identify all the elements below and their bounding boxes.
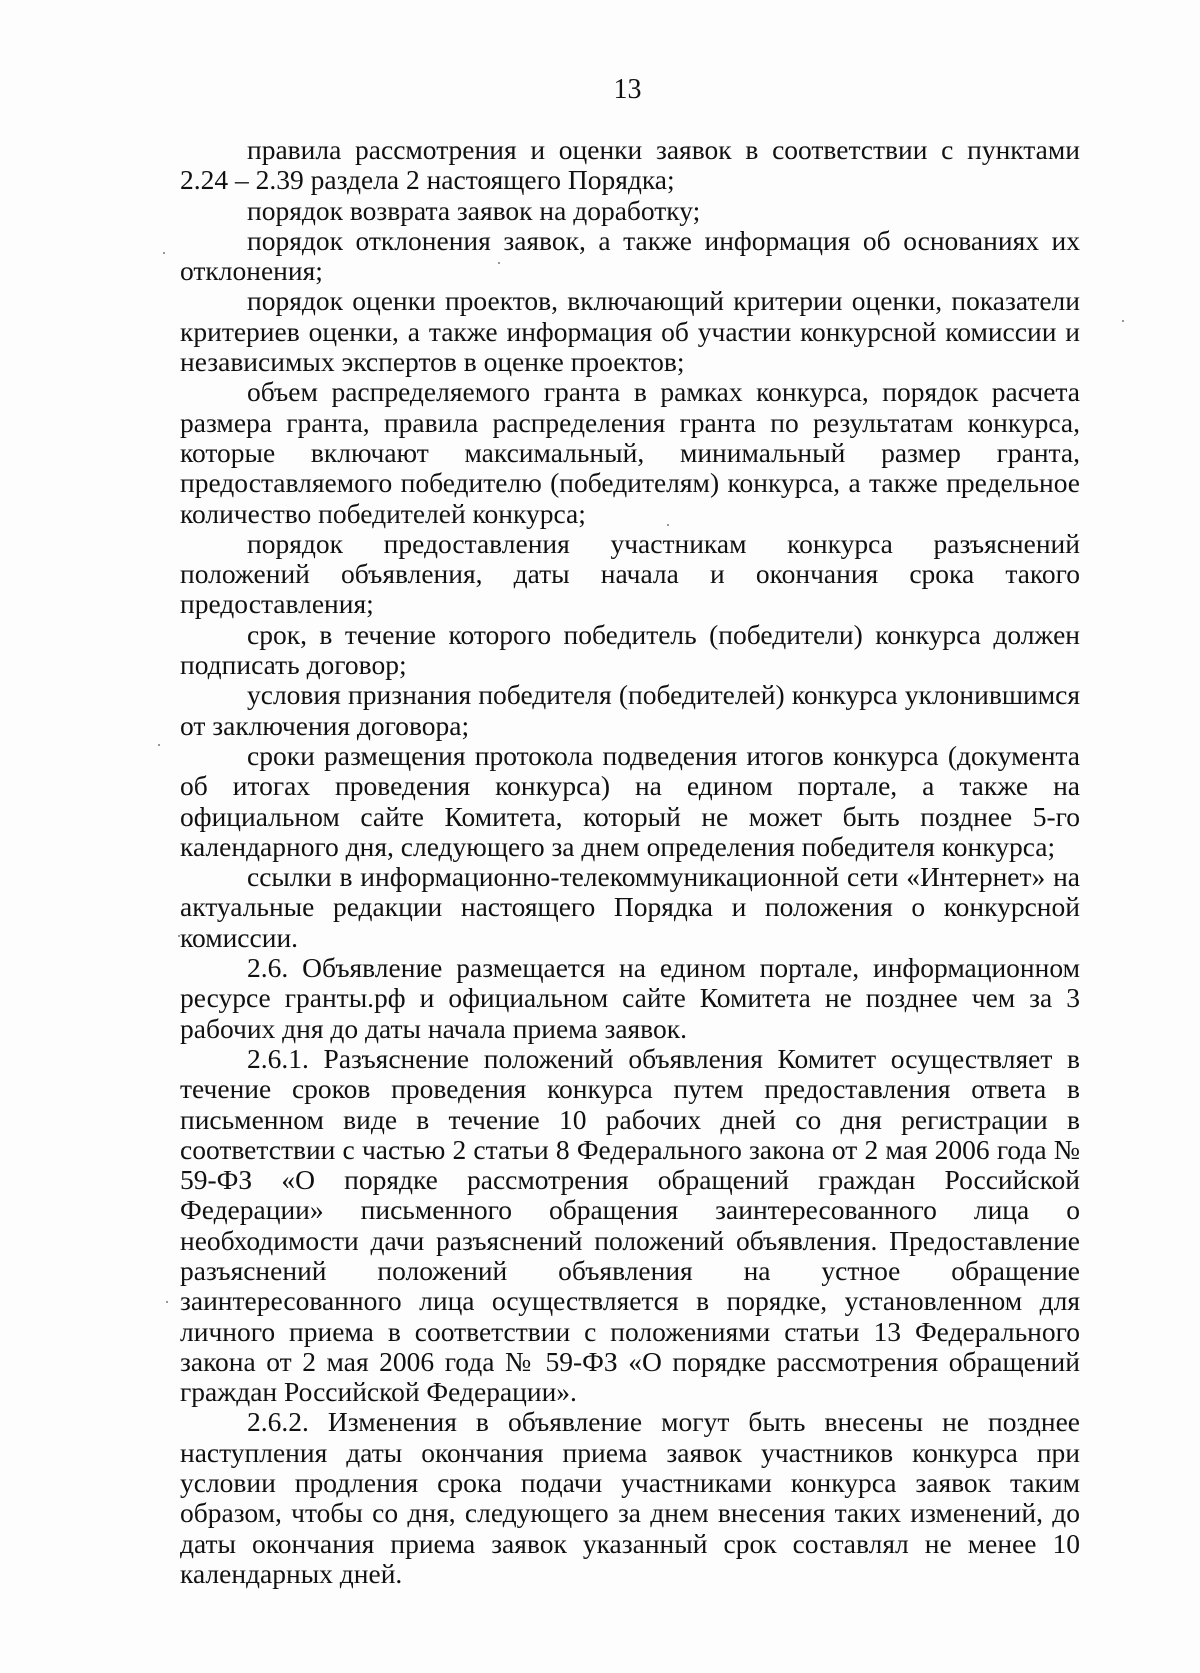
paragraph-evasion-conditions: условия признания победителя (победителей) конкурса уклонившимся от заключения договора; (180, 679, 1080, 741)
paragraph-review-rules: правила рассмотрения и оценки заявок в соответствии с пунктами 2.24 – 2.39 раздела 2 настоящего Порядка; (180, 134, 1080, 196)
scan-speck (667, 524, 669, 526)
document-body (180, 135, 1080, 1589)
paragraph-section-2-6: 2.6. Объявление размещается на едином портале, информационном ресурсе гранты.рф и официальном сайте Комитета не позднее чем за 3 рабочих дня до даты начала приема заявок. (180, 952, 1080, 1044)
paragraph-project-evaluation: порядок оценки проектов, включающий критерии оценки, показатели критериев оценки, а также информация об участии конкурсной комиссии и независимых экспертов в оценке проектов; (180, 285, 1080, 378)
paragraph-section-2-6-1: 2.6.1. Разъяснение положений объявления Комитет осуществляет в течение сроков проведения конкурса путем предоставления ответа в письменном виде в течение 10 рабочих дней со дня регистрации в соответствии с частью 2 статьи 8 Федерального закона от 2 мая 2006 года № 59-ФЗ «О порядке рассмотрения обращений граждан Российской Федерации» письменного обращения заинтересованного лица о необходимости дачи разъяснений положений объявления. Предоставление разъяснений положений объявления на устное обращение заинтересованного лица осуществляется в порядке, установленном для личного приема в соответствии с положениями статьи 13 Федерального закона от 2 мая 2006 года № 59-ФЗ «О порядке рассмотрения обращений граждан Российской Федерации». (180, 1042, 1080, 1408)
scan-speck (498, 262, 500, 264)
paragraph-contract-deadline: срок, в течение которого победитель (победители) конкурса должен подписать договор; (180, 618, 1080, 681)
paragraph-protocol-publication: сроки размещения протокола подведения итогов конкурса (документа об итогах проведения конкурса) на едином портале, а также на официальном сайте Комитета, который не может быть позднее 5-го календарного дня, следующего за днем определения победителя конкурса; (180, 739, 1080, 862)
paragraph-clarification-procedure: порядок предоставления участникам конкурса разъяснений положений объявления, даты начала и окончания срока такого предоставления; (180, 527, 1080, 620)
page-number: 13 (613, 74, 642, 105)
paragraph-rejection-procedure: порядок отклонения заявок, а также информация об основаниях их отклонения; (180, 224, 1080, 287)
paragraph-return-procedure: порядок возврата заявок на доработку; (247, 194, 701, 226)
scan-speck (1122, 320, 1124, 322)
paragraph-section-2-6-2: 2.6.2. Изменения в объявление могут быть внесены не позднее наступления даты окончания приема заявок участников конкурса при условии продления срока подачи участниками конкурса заявок таким образом, чтобы со дня, следующего за днем внесения таких изменений, до даты окончания приема заявок указанный срок составлял не менее 10 календарных дней. (180, 1406, 1080, 1589)
scan-speck (166, 1301, 168, 1303)
paragraph-grant-volume: объем распределяемого гранта в рамках конкурса, порядок расчета размера гранта, правила распределения гранта по результатам конкурса, которые включают максимальный, минимальный размер гранта, предоставляемого победителю (победителям) конкурса, а также предельное количество победителей конкурса; (180, 376, 1080, 529)
scan-speck (158, 744, 160, 746)
paragraph-internet-links: ссылки в информационно-телекоммуникационной сети «Интернет» на актуальные редакции настоящего Порядка и положения о конкурсной комиссии. (180, 861, 1080, 953)
scan-speck (163, 252, 165, 254)
scan-speck (178, 935, 180, 937)
